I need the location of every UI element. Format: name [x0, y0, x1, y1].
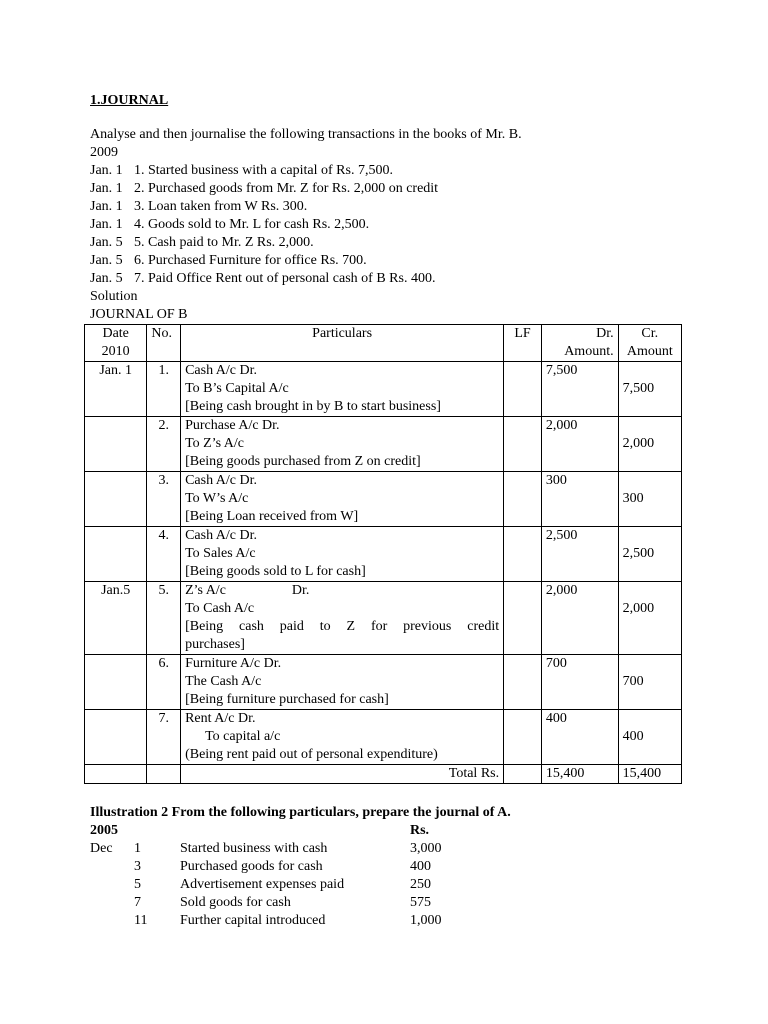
total-dr: 15,400 — [541, 765, 618, 784]
entry-particulars: Z’s A/c Dr. To Cash A/c [Being cash paid to Z for previous credit purchases] — [181, 582, 504, 655]
header-lf: LF — [504, 325, 542, 362]
total-label: Total Rs. — [181, 765, 504, 784]
entry-particulars: Purchase A/c Dr. To Z’s A/c [Being goods purchased from Z on credit] — [181, 417, 504, 472]
entry-particulars: Furniture A/c Dr. The Cash A/c [Being furniture purchased for cash] — [181, 655, 504, 710]
entry-dr: 700 — [541, 655, 618, 710]
table-row — [85, 362, 682, 417]
transaction-item: Jan. 1 1. Started business with a capital of Rs. 7,500. — [90, 163, 393, 178]
section-heading: 1.JOURNAL — [90, 93, 169, 108]
total-row — [85, 765, 682, 784]
header-particulars: Particulars — [181, 325, 504, 362]
entry-cr: 2,000 — [618, 582, 681, 655]
entry-no: 3. — [147, 472, 181, 527]
document-page — [90, 92, 690, 930]
illustration-2 — [90, 804, 690, 930]
illustration-year: 2005 — [90, 823, 118, 838]
entry-date — [85, 417, 147, 472]
entry-dr: 400 — [541, 710, 618, 765]
header-no: No. — [147, 325, 181, 362]
entry-no: 2. — [147, 417, 181, 472]
transaction-item: Jan. 1 4. Goods sold to Mr. L for cash Rs. 2,500. — [90, 217, 370, 232]
entry-cr: 400 — [618, 710, 681, 765]
entry-no: 4. — [147, 527, 181, 582]
entry-date: Jan. 1 — [85, 362, 147, 417]
entry-date: Jan.5 — [85, 582, 147, 655]
entry-lf — [504, 527, 542, 582]
entry-dr: 2,000 — [541, 582, 618, 655]
entry-cr: 7,500 — [618, 362, 681, 417]
entry-lf — [504, 582, 542, 655]
year-text: 2009 — [90, 145, 118, 160]
table-row — [85, 582, 682, 655]
entry-date — [85, 710, 147, 765]
illustration-header — [90, 822, 690, 840]
entry-date — [85, 472, 147, 527]
entry-date — [85, 655, 147, 710]
transaction-item: Jan. 5 7. Paid Office Rent out of personal cash of B Rs. 400. — [90, 271, 436, 286]
rs-label: Rs. — [410, 823, 430, 838]
illustration-title: Illustration 2 From the following particulars, prepare the journal of A. — [90, 805, 511, 820]
entry-date — [85, 527, 147, 582]
header-dr: Dr. Amount. — [541, 325, 618, 362]
entry-particulars: Cash A/c Dr. To Sales A/c [Being goods sold to L for cash] — [181, 527, 504, 582]
entry-lf — [504, 655, 542, 710]
entry-dr: 7,500 — [541, 362, 618, 417]
list-item: 3 Purchased goods for cash 400 — [134, 859, 431, 874]
entry-lf — [504, 710, 542, 765]
entry-dr: 2,000 — [541, 417, 618, 472]
header-cr: Cr. Amount — [618, 325, 681, 362]
entry-cr: 2,000 — [618, 417, 681, 472]
list-item: 5 Advertisement expenses paid 250 — [134, 877, 431, 892]
table-row — [85, 417, 682, 472]
entry-no: 5. — [147, 582, 181, 655]
transaction-item: Jan. 5 6. Purchased Furniture for office Rs. 700. — [90, 253, 367, 268]
transaction-item: Jan. 1 2. Purchased goods from Mr. Z for Rs. 2,000 on credit — [90, 181, 439, 196]
table-row — [85, 655, 682, 710]
header-date: Date 2010 — [85, 325, 147, 362]
list-item: Dec 1 Started business with cash 3,000 — [90, 841, 442, 856]
entry-no: 7. — [147, 710, 181, 765]
entry-particulars: Cash A/c Dr. To B’s Capital A/c [Being cash brought in by B to start business] — [181, 362, 504, 417]
entry-no: 1. — [147, 362, 181, 417]
month-label: Dec — [90, 841, 113, 856]
entry-dr: 2,500 — [541, 527, 618, 582]
journal-table — [84, 324, 682, 784]
list-item: 11 Further capital introduced 1,000 — [134, 913, 442, 928]
table-row — [85, 710, 682, 765]
table-header-row — [85, 325, 682, 362]
entry-lf — [504, 472, 542, 527]
intro-text: Analyse and then journalise the following transactions in the books of Mr. B. — [90, 127, 522, 142]
total-cr: 15,400 — [618, 765, 681, 784]
entry-lf — [504, 362, 542, 417]
entry-cr: 700 — [618, 655, 681, 710]
entry-no: 6. — [147, 655, 181, 710]
transaction-item: Jan. 1 3. Loan taken from W Rs. 300. — [90, 199, 308, 214]
table-row — [85, 527, 682, 582]
journal-title: JOURNAL OF B — [90, 307, 188, 322]
entry-dr: 300 — [541, 472, 618, 527]
table-row — [85, 472, 682, 527]
list-item: 7 Sold goods for cash 575 — [134, 895, 431, 910]
entry-particulars: Cash A/c Dr. To W’s A/c [Being Loan received from W] — [181, 472, 504, 527]
transaction-item: Jan. 5 5. Cash paid to Mr. Z Rs. 2,000. — [90, 235, 314, 250]
solution-label: Solution — [90, 289, 138, 304]
entry-lf — [504, 417, 542, 472]
entry-particulars: Rent A/c Dr. To capital a/c (Being rent paid out of personal expenditure) — [181, 710, 504, 765]
transaction-list — [90, 162, 690, 288]
entry-cr: 2,500 — [618, 527, 681, 582]
entry-cr: 300 — [618, 472, 681, 527]
